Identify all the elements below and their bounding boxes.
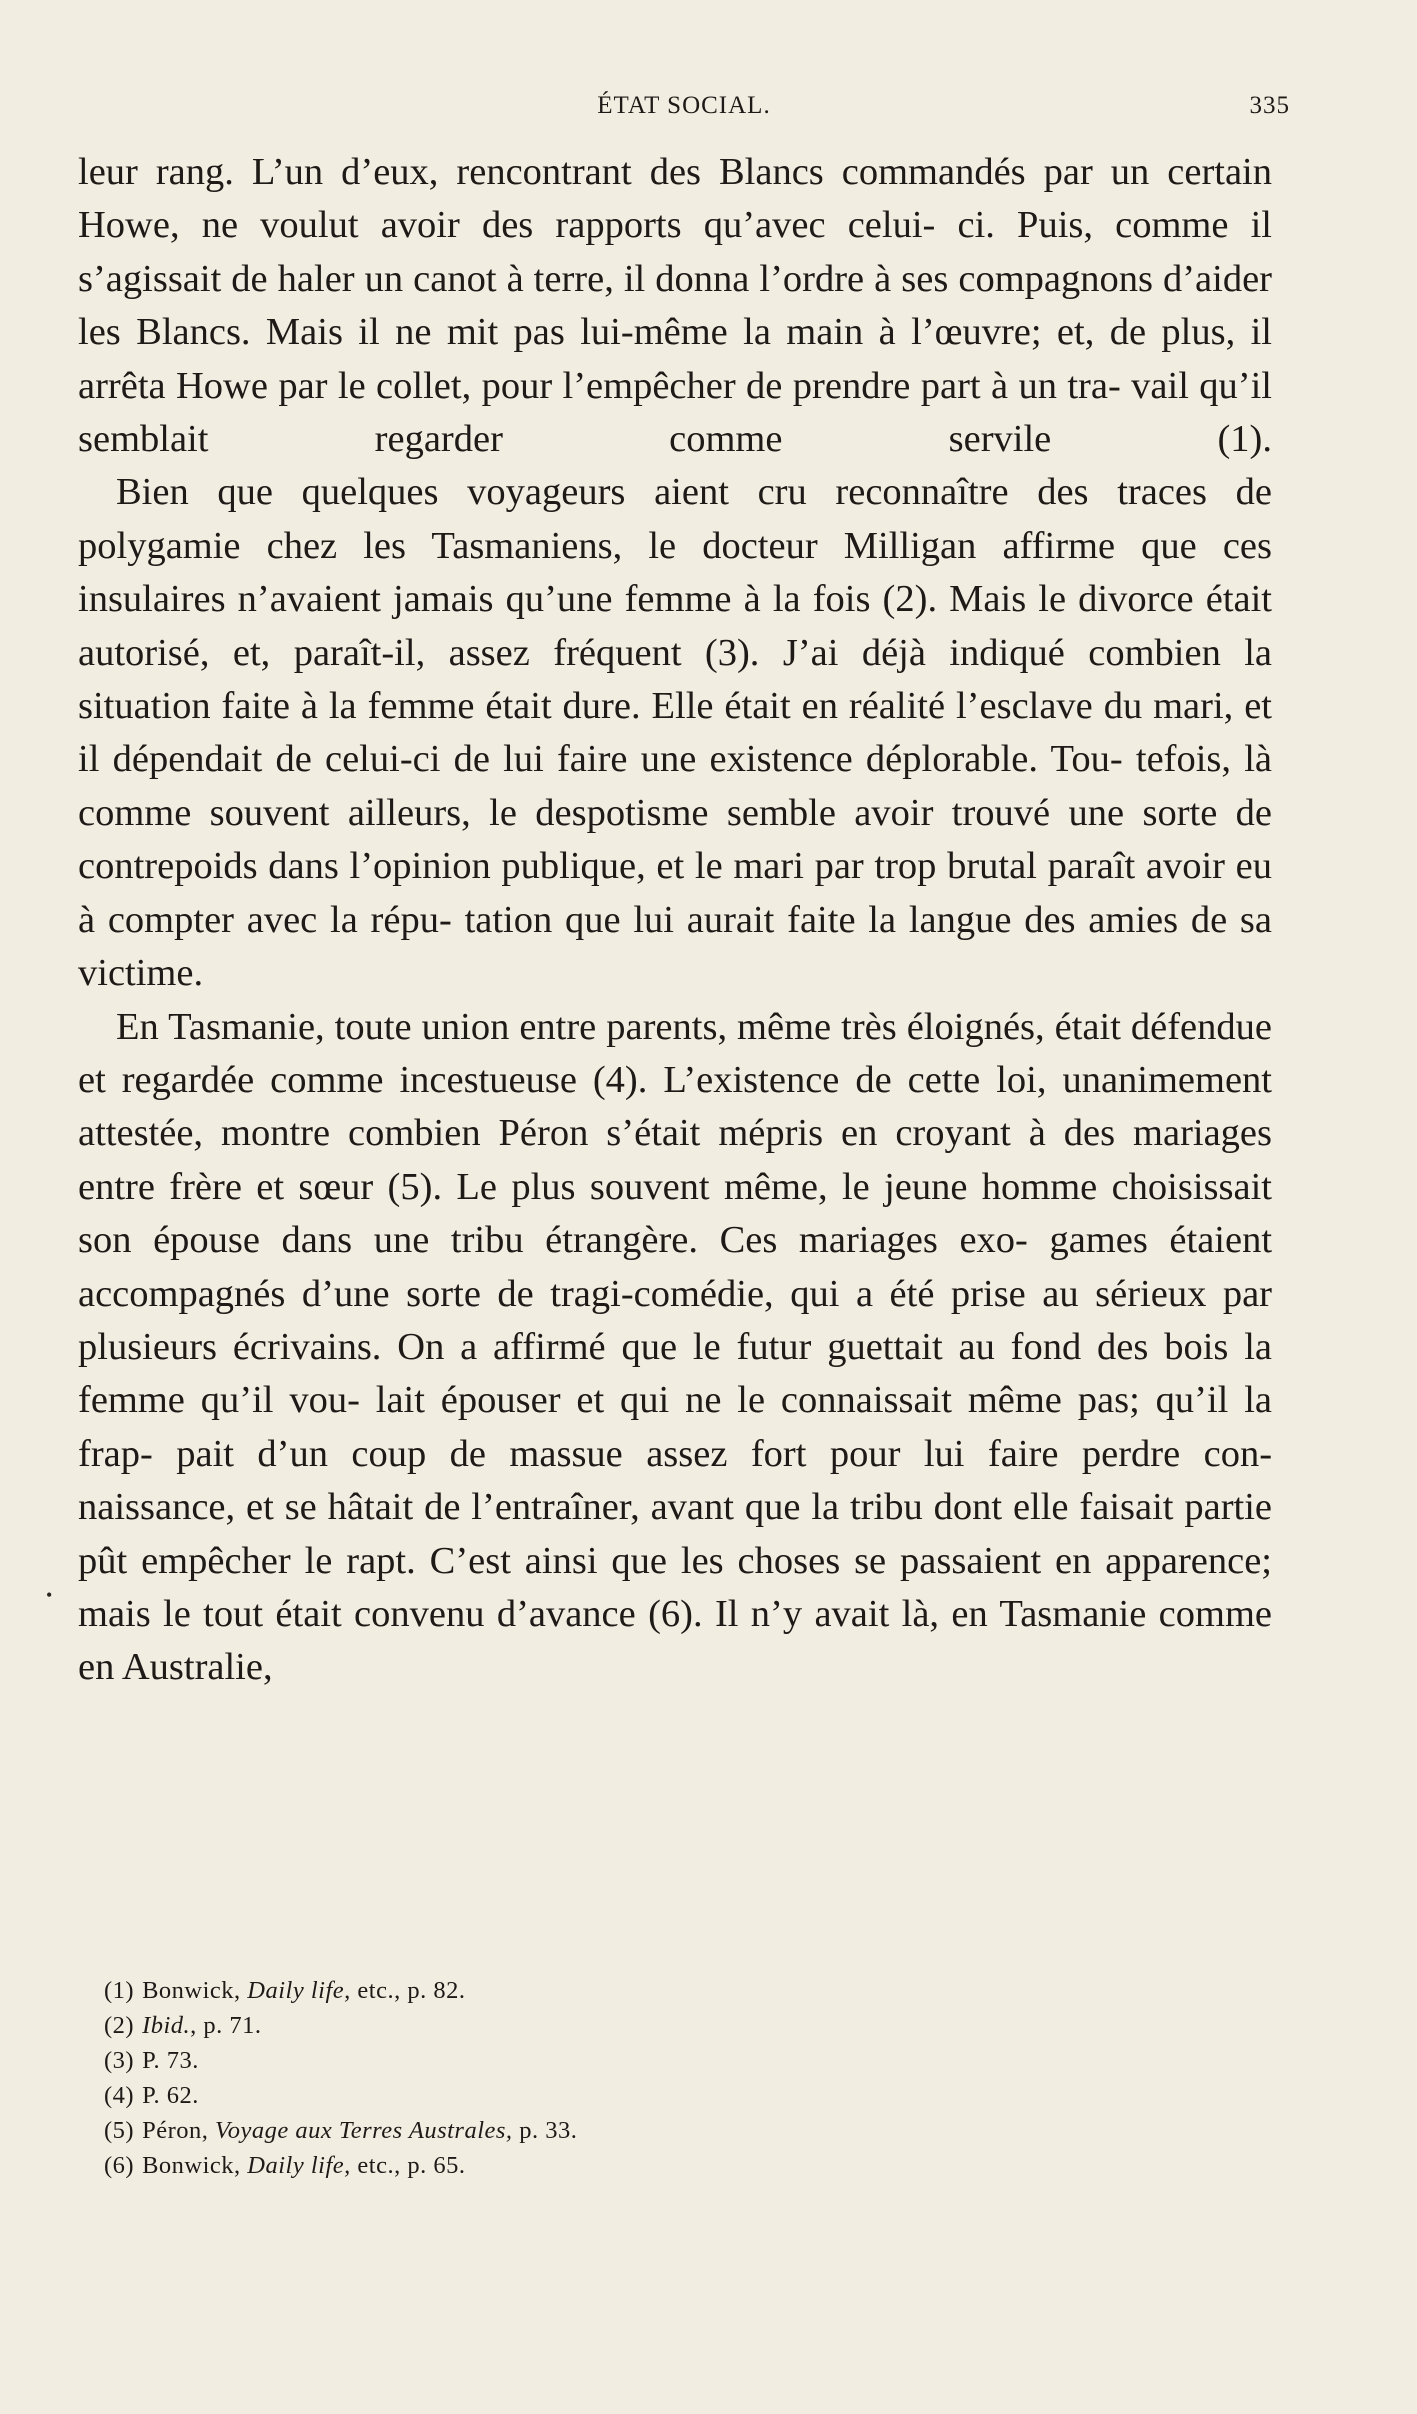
text-line: s’était mépris en croyant à des mariages entre frère et [78, 1112, 1272, 1208]
footnote [104, 2043, 1004, 2078]
text-line: Bien que quelques voyageurs aient cru reconnaître des [116, 471, 1089, 514]
text-line: elle faisait partie pût empêcher le rapt. C’est ainsi que les [78, 1486, 1273, 1582]
footnote-text: Bonwick, [142, 2152, 248, 2179]
paragraph [78, 466, 1272, 1000]
footnote-italic-title: Daily life, [247, 1977, 351, 2004]
text-line: la fois (2). Mais le divorce était autorisé, et, paraît-il, assez [78, 578, 1272, 674]
footnote-number: (4) [104, 2082, 135, 2109]
footnote-text: P. 73. [142, 2047, 199, 2074]
footnote-text: Bonwick, [142, 1977, 248, 2004]
text-line: choses se passaient en apparence; mais le tout était convenu [78, 1539, 1272, 1635]
footnote-text: etc., p. 82. [350, 1977, 466, 2004]
text-line: le mari par trop brutal paraît avoir eu à compter avec la répu- [78, 845, 1273, 941]
text-line: games étaient accompagnés d’une sorte de tragi-comédie, qui [78, 1219, 1273, 1315]
text-line: tefois, là comme souvent ailleurs, le despotisme semble avoir [78, 738, 1273, 834]
footnote [104, 2148, 1004, 2183]
text-line: de cette loi, unanimement attestée, montre combien Péron [78, 1058, 1272, 1155]
footnote-number: (3) [104, 2047, 135, 2074]
text-line: En Tasmanie, toute union entre parents, même très éloignés, [116, 1005, 1045, 1048]
running-head-title: ÉTAT SOCIAL. [597, 92, 771, 119]
text-line: sœur (5). Le plus souvent même, le jeune homme choisissait [298, 1165, 1273, 1208]
footnotes [104, 1973, 1004, 2183]
footnote [104, 2113, 1004, 2148]
text-line: tation que lui aurait faite la langue des amies de sa victime. [78, 898, 1273, 995]
text-line: d’avance (6). Il n’y avait là, en Tasmanie comme en Australie, [78, 1592, 1272, 1689]
footnote [104, 1973, 1004, 2008]
text-line: trouvé une sorte de contrepoids dans l’opinion publique, et [78, 791, 1272, 888]
text-line: Howe par le collet, pour l’empêcher de prendre part à un tra- [176, 364, 1121, 407]
footnote-italic-title: Ibid. [142, 2012, 191, 2039]
text-line: affirme que ces insulaires n’avaient jamais qu’une femme à [78, 524, 1272, 621]
text-line: pait d’un coup de massue assez fort pour lui faire perdre con- [176, 1432, 1273, 1475]
text-line: lait épouser et qui ne le connaissait même pas; qu’il la frap- [78, 1379, 1272, 1475]
text-line: dépendait de celui-ci de lui faire une existence déplorable. Tou- [112, 738, 1123, 781]
text-line: que le futur guettait au fond des bois la femme qu’il vou- [78, 1325, 1273, 1422]
footnote [104, 2078, 1004, 2113]
text-line: mit pas lui-même la main à l’œuvre; et, de plus, il arrêta [78, 311, 1273, 407]
footnote-number: (5) [104, 2117, 135, 2144]
footnote-text: P. 62. [142, 2082, 199, 2109]
footnote-number: (6) [104, 2152, 135, 2179]
paragraph [78, 146, 1272, 466]
text-line: femme était dure. Elle était en réalité l’esclave du mari, et il [78, 685, 1272, 781]
footnote-text: Péron, [142, 2117, 215, 2144]
text-line: leur rang. L’un d’eux, rencontrant des Blancs commandés par [78, 151, 1093, 193]
text-line: fréquent (3). J’ai déjà indiqué combien la situation faite à la [78, 631, 1273, 728]
margin-mark: • [46, 1585, 53, 1605]
text-line: a été prise au sérieux par plusieurs écrivains. On a affirmé [78, 1272, 1273, 1368]
text-line: son épouse dans une tribu étrangère. Ces mariages exo- [78, 1219, 1028, 1262]
footnote-text: , p. 71. [190, 2012, 262, 2039]
page-number: 335 [1249, 92, 1290, 119]
footnote-number: (2) [104, 2012, 135, 2039]
text-line: était défendue et regardée comme incestueuse (4). L’existence [78, 1005, 1272, 1101]
text-line: naissance, et se hâtait de l’entraîner, avant que la tribu dont [78, 1486, 1003, 1529]
text-line: donna l’ordre à ses compagnons d’aider les Blancs. Mais il ne [78, 257, 1273, 354]
footnote-italic-title: Daily life, [247, 2152, 351, 2179]
text-line: traces de polygamie chez les Tasmaniens, le docteur Milligan [78, 471, 1273, 567]
footnote-text: p. 33. [512, 2117, 578, 2144]
footnote-italic-title: Voyage aux Terres Australes, [215, 2117, 513, 2144]
footnote-text: etc., p. 65. [350, 2152, 466, 2179]
text-line: ci. Puis, comme il s’agissait de haler un canot à terre, il [78, 204, 1272, 300]
body-text [78, 146, 1272, 1695]
footnote [104, 2008, 1004, 2043]
paragraph [78, 1001, 1272, 1695]
running-head [78, 92, 1290, 132]
text-line: un certain Howe, ne voulut avoir des rapports qu’avec celui- [78, 151, 1272, 247]
text-line: vail qu’il semblait regarder comme servile (1). [78, 364, 1273, 461]
footnote-number: (1) [104, 1977, 135, 2004]
